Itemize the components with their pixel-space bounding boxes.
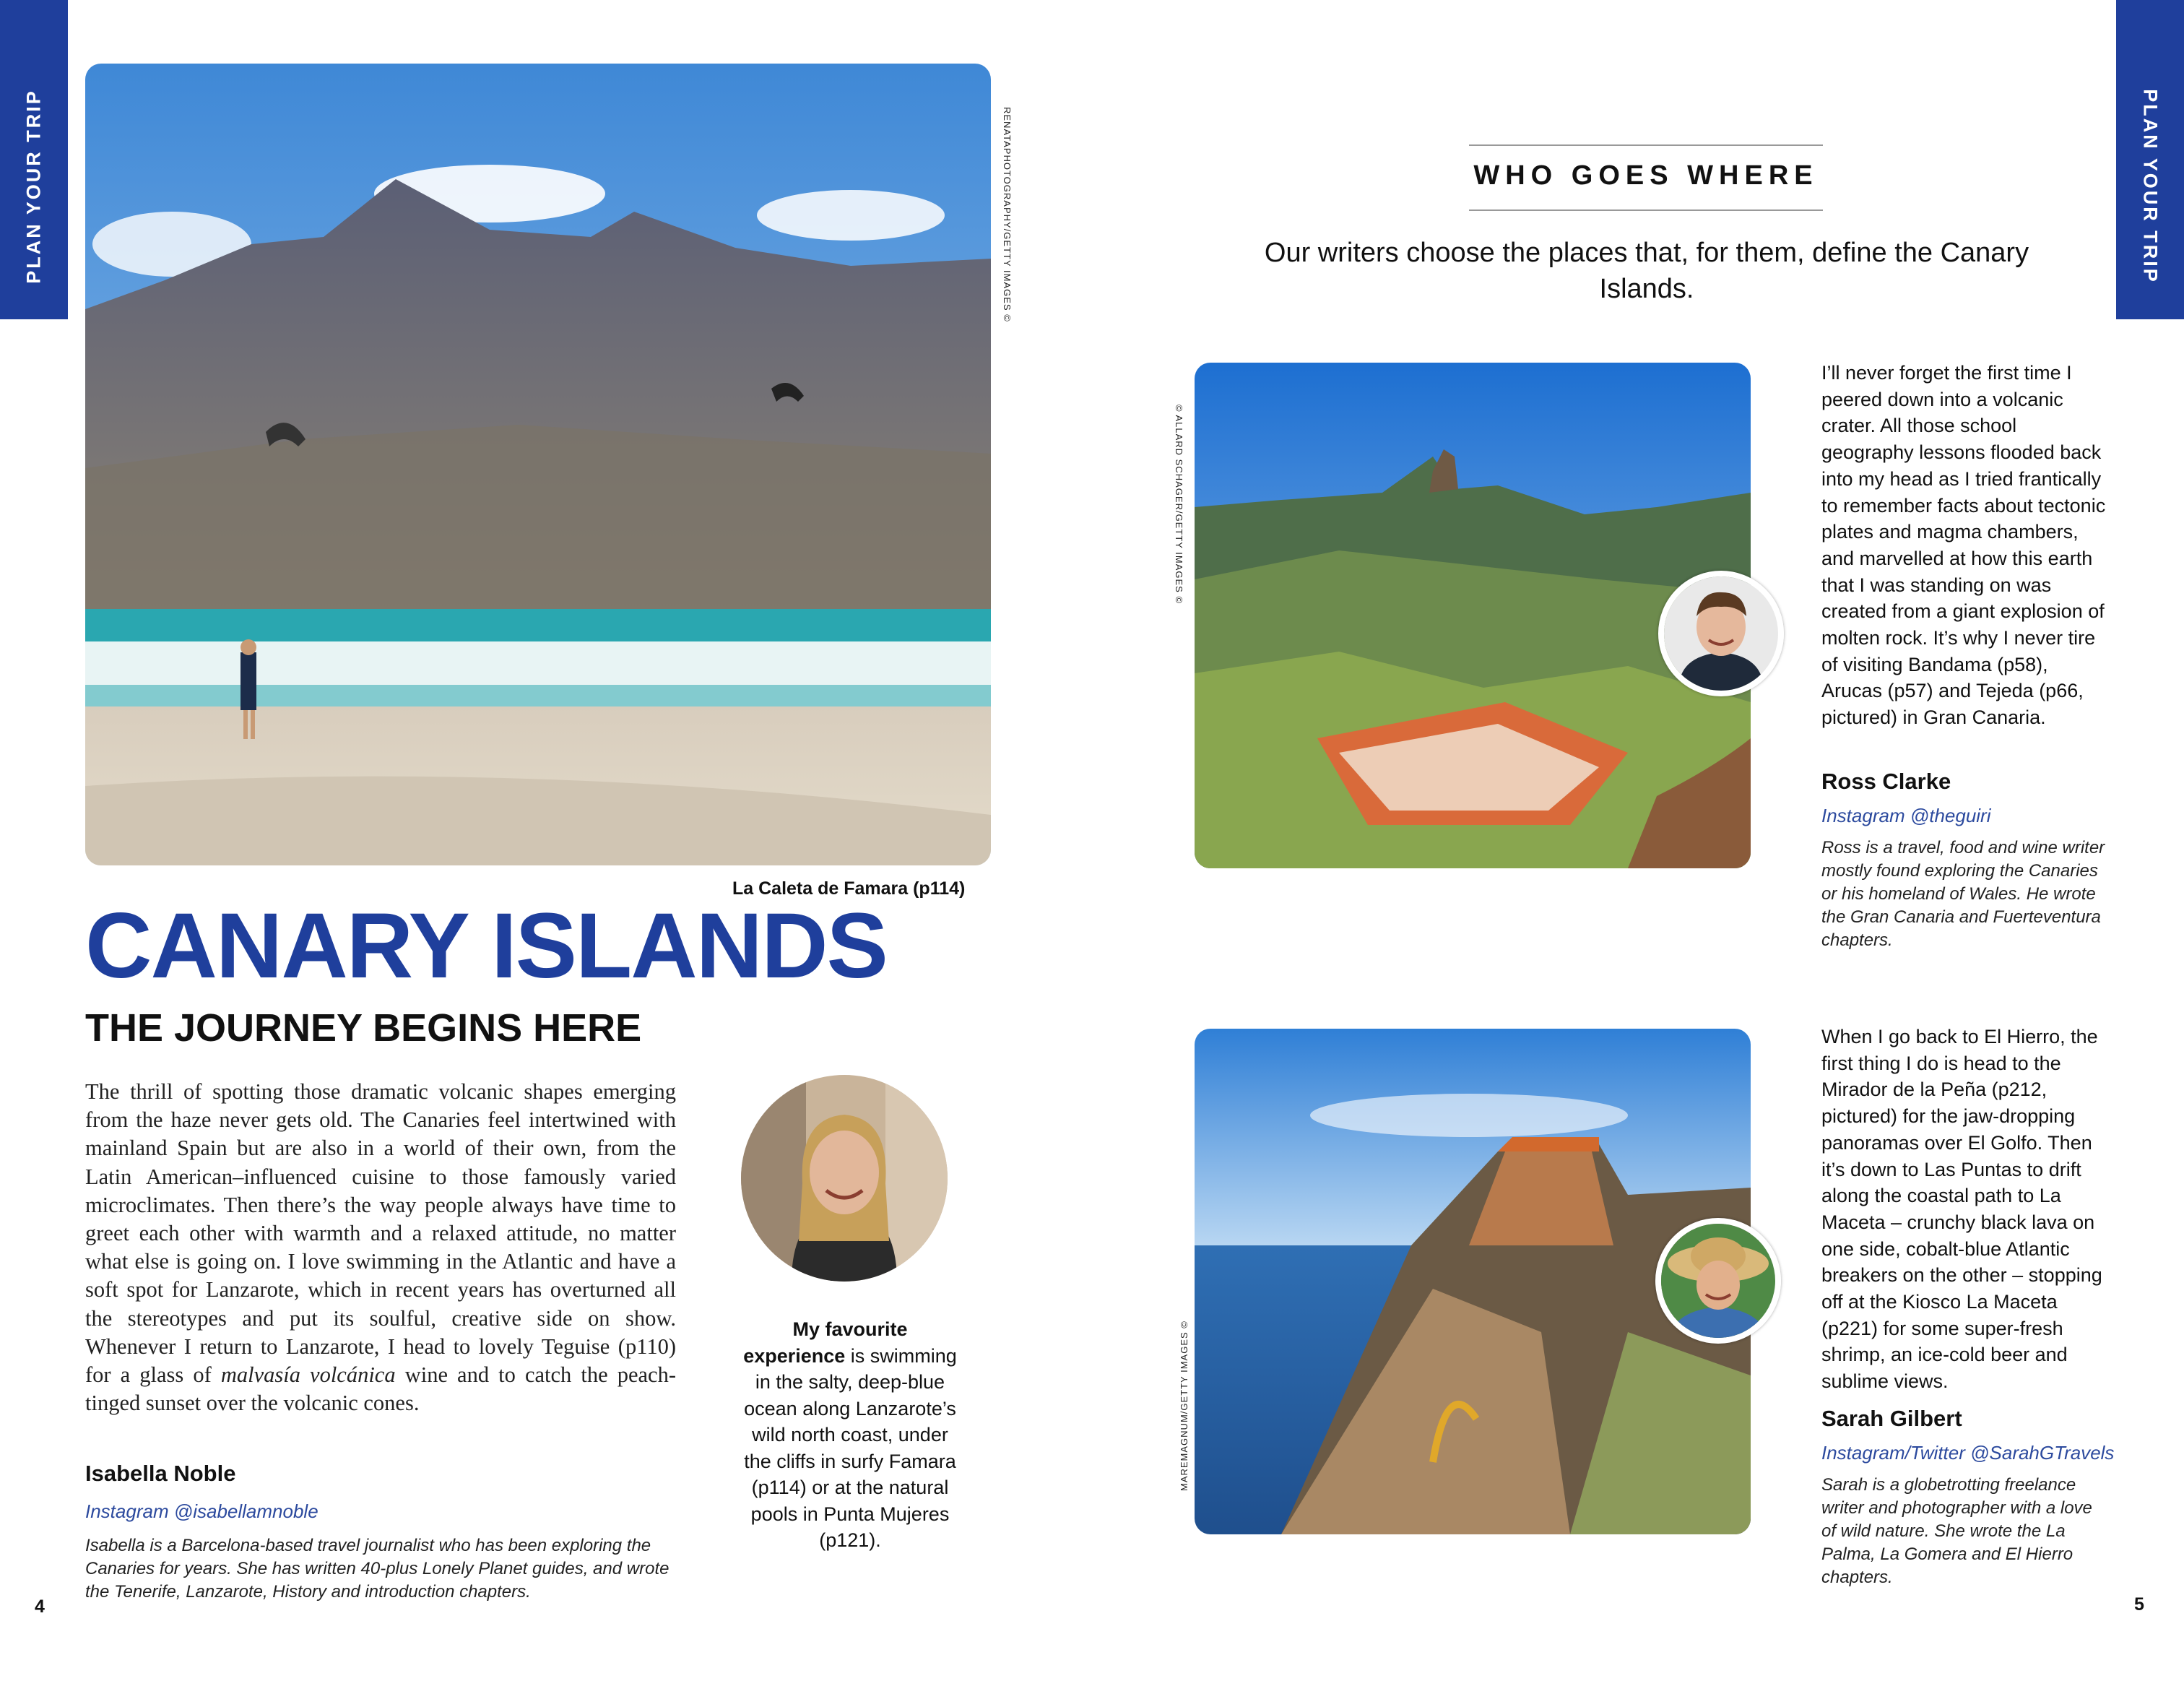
intro-paragraph bbox=[85, 1078, 676, 1417]
ross-social[interactable]: Instagram @theguiri bbox=[1821, 805, 1991, 826]
famara-beach-photo bbox=[85, 64, 991, 865]
tejeda-photo-credit: © ALLARD SCHAGER/GETTY IMAGES © bbox=[1174, 405, 1184, 605]
favourite-experience-text: is swimming in the salty, deep-blue ocean along Lanzarote’s wild north coast, under the cliffs in surfy Famara (p114) or at the natural pools in Punta Mujeres (p121). bbox=[744, 1344, 957, 1551]
section-rule-top bbox=[1469, 144, 1823, 146]
page-number-right: 5 bbox=[2134, 1594, 2144, 1615]
sarah-avatar bbox=[1655, 1218, 1781, 1344]
section-rule-bottom bbox=[1469, 209, 1823, 211]
intro-text-italic: malvasía volcánica bbox=[220, 1362, 396, 1388]
page-number-left: 4 bbox=[35, 1596, 45, 1617]
isabella-name: Isabella Noble bbox=[85, 1461, 236, 1486]
famara-photo-credit: RENATAPHOTOGRAPHY/GETTY IMAGES © bbox=[1002, 107, 1013, 322]
ross-bio: Ross is a travel, food and wine writer mostly found exploring the Canaries or his homeland of Wales. He wrote the Gran Canaria and Fuerteventura chapters. bbox=[1821, 838, 2105, 950]
favourite-experience-lead: My favourite experience bbox=[743, 1318, 908, 1367]
intro-text-part1: The thrill of spotting those dramatic volcanic shapes emerging from the haze never gets old. The Canaries feel intertwined with mainland Spain but are also in a world of their own, from the Latin American–influenced cuisine to those famously varied microclimates. Then there’s the way people always have time to greet each other with warmth and a relaxed attitude, no matter what else is going on. I love swimming in the Atlantic and have a soft spot for Lanzarote, which in recent years has overturned all the stereotypes and put its soulful, creative side on show. Whenever I return to Lanzarote, I head to lovely Teguise (p110) for a glass of bbox=[85, 1079, 676, 1388]
famara-photo-caption: La Caleta de Famara (p114) bbox=[732, 878, 966, 899]
favourite-experience bbox=[740, 1316, 961, 1554]
ross-name: Ross Clarke bbox=[1821, 769, 1951, 794]
ross-text: I’ll never forget the first time I peered down into a volcanic crater. All those school geography lessons flooded back into my head as I tried frantically to remember facts about tectonic plates and magma chambers, and marvelled at how this earth that I was standing on was created from a giant explosion of molten rock. It’s why I never tire of visiting Bandama (p58), Arucas (p57) and Tejeda (p66, pictured) in Gran Canaria. bbox=[1821, 362, 2106, 729]
sarah-social[interactable]: Instagram/Twitter @SarahGTravels bbox=[1821, 1442, 2115, 1464]
side-tab-left bbox=[0, 0, 68, 319]
side-tab-left-label: PLAN YOUR TRIP bbox=[22, 89, 45, 284]
section-title: WHO GOES WHERE bbox=[1473, 160, 1819, 191]
sarah-text: When I go back to El Hierro, the first thing I do is head to the Mirador de la Peña (p212, pictured) for the jaw-dropping panoramas over El Golfo. Then it’s down to Las Puntas to drift along the coastal path to La Maceta – crunchy black lava on one side, cobalt-blue Atlantic breakers on the other – stopping off at the Kiosco La Maceta (p221) for some super-fresh shrimp, an ice-cold beer and sublime views. bbox=[1821, 1026, 2102, 1393]
intro-text-part2: wine and to catch the peach-tinged sunset over the volcanic cones. bbox=[85, 1362, 676, 1416]
page-subtitle: THE JOURNEY BEGINS HERE bbox=[85, 1006, 642, 1050]
section-subtitle: Our writers choose the places that, for them, define the Canary Islands. bbox=[1264, 238, 2029, 304]
isabella-bio: Isabella is a Barcelona-based travel journalist who has been exploring the Canaries for years. She has written 40-plus Lonely Planet guides, and wrote the Tenerife, Lanzarote, History and introduction chapters. bbox=[85, 1536, 670, 1602]
side-tab-right-label: PLAN YOUR TRIP bbox=[2139, 89, 2162, 284]
isabella-avatar bbox=[741, 1075, 948, 1282]
ross-avatar bbox=[1658, 571, 1784, 696]
isabella-social[interactable]: Instagram @isabellamnoble bbox=[85, 1500, 318, 1522]
side-tab-right bbox=[2116, 0, 2184, 319]
sarah-bio: Sarah is a globetrotting freelance writer and photographer with a love of wild nature. She wrote the La Palma, La Gomera and El Hierro chapters. bbox=[1821, 1475, 2092, 1587]
page-title: CANARY ISLANDS bbox=[85, 894, 887, 998]
mirador-photo-credit: MAREMAGNUM/GETTY IMAGES © bbox=[1179, 1321, 1190, 1491]
sarah-name: Sarah Gilbert bbox=[1821, 1406, 1962, 1431]
